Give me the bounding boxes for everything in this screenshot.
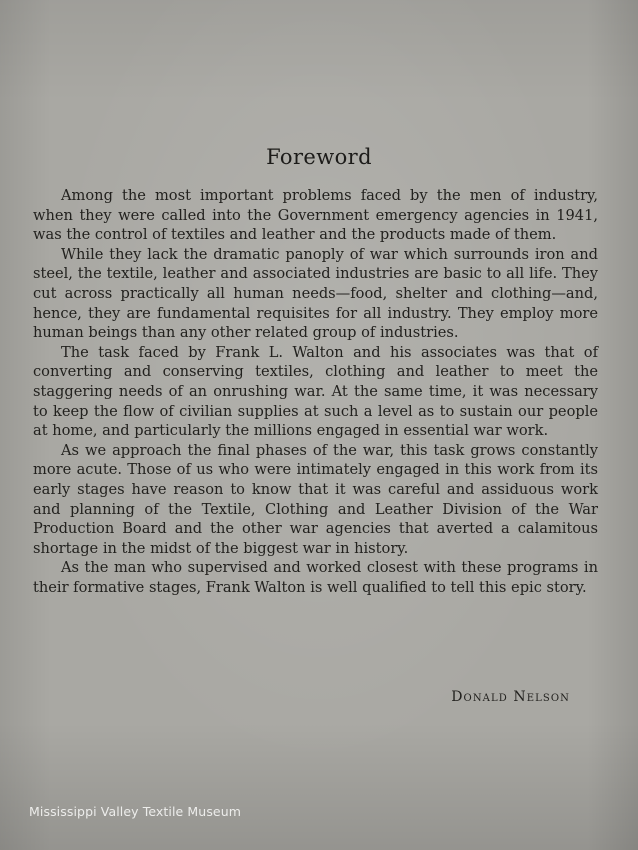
paragraph: As the man who supervised and worked closest with these programs in their formative stages, Frank Walton is well qualified to tell this epic story.: [33, 559, 598, 596]
paragraph: As we approach the final phases of the war, this task grows constantly more acute. Those of us who were intimately engaged in this work from its early stages have reason to know that it was careful and assiduous work and planning of the Textile, Clothing and Leather Division of the War Production Board and the other war agencies that averted a calamitous shortage in the midst of the biggest war in history.: [33, 441, 598, 557]
paragraph: Among the most important problems faced by the men of industry, when they were called into the Government emergency agencies in 1941, was the control of textiles and leather and the products made of them.: [33, 187, 598, 244]
page-title: Foreword: [266, 145, 372, 169]
paragraph: While they lack the dramatic panoply of war which surrounds iron and steel, the textile, leather and associated industries are basic to all life. They cut across practically all human needs—food, shelter and clothing—and, hence, they are fundamental requisites for all industry. They employ more human beings than any other related group of industries.: [33, 245, 598, 342]
foreword-body: [33, 186, 598, 597]
author-signature: Donald Nelson: [451, 689, 570, 705]
museum-watermark: Mississippi Valley Textile Museum: [29, 804, 242, 819]
paragraph: The task faced by Frank L. Walton and his associates was that of converting and conserving textiles, clothing and leather to meet the staggering needs of an onrushing war. At the same time, it was necessary to keep the flow of civilian supplies at such a level as to sustain our people at home, and particularly the millions engaged in essential war work.: [33, 343, 598, 440]
